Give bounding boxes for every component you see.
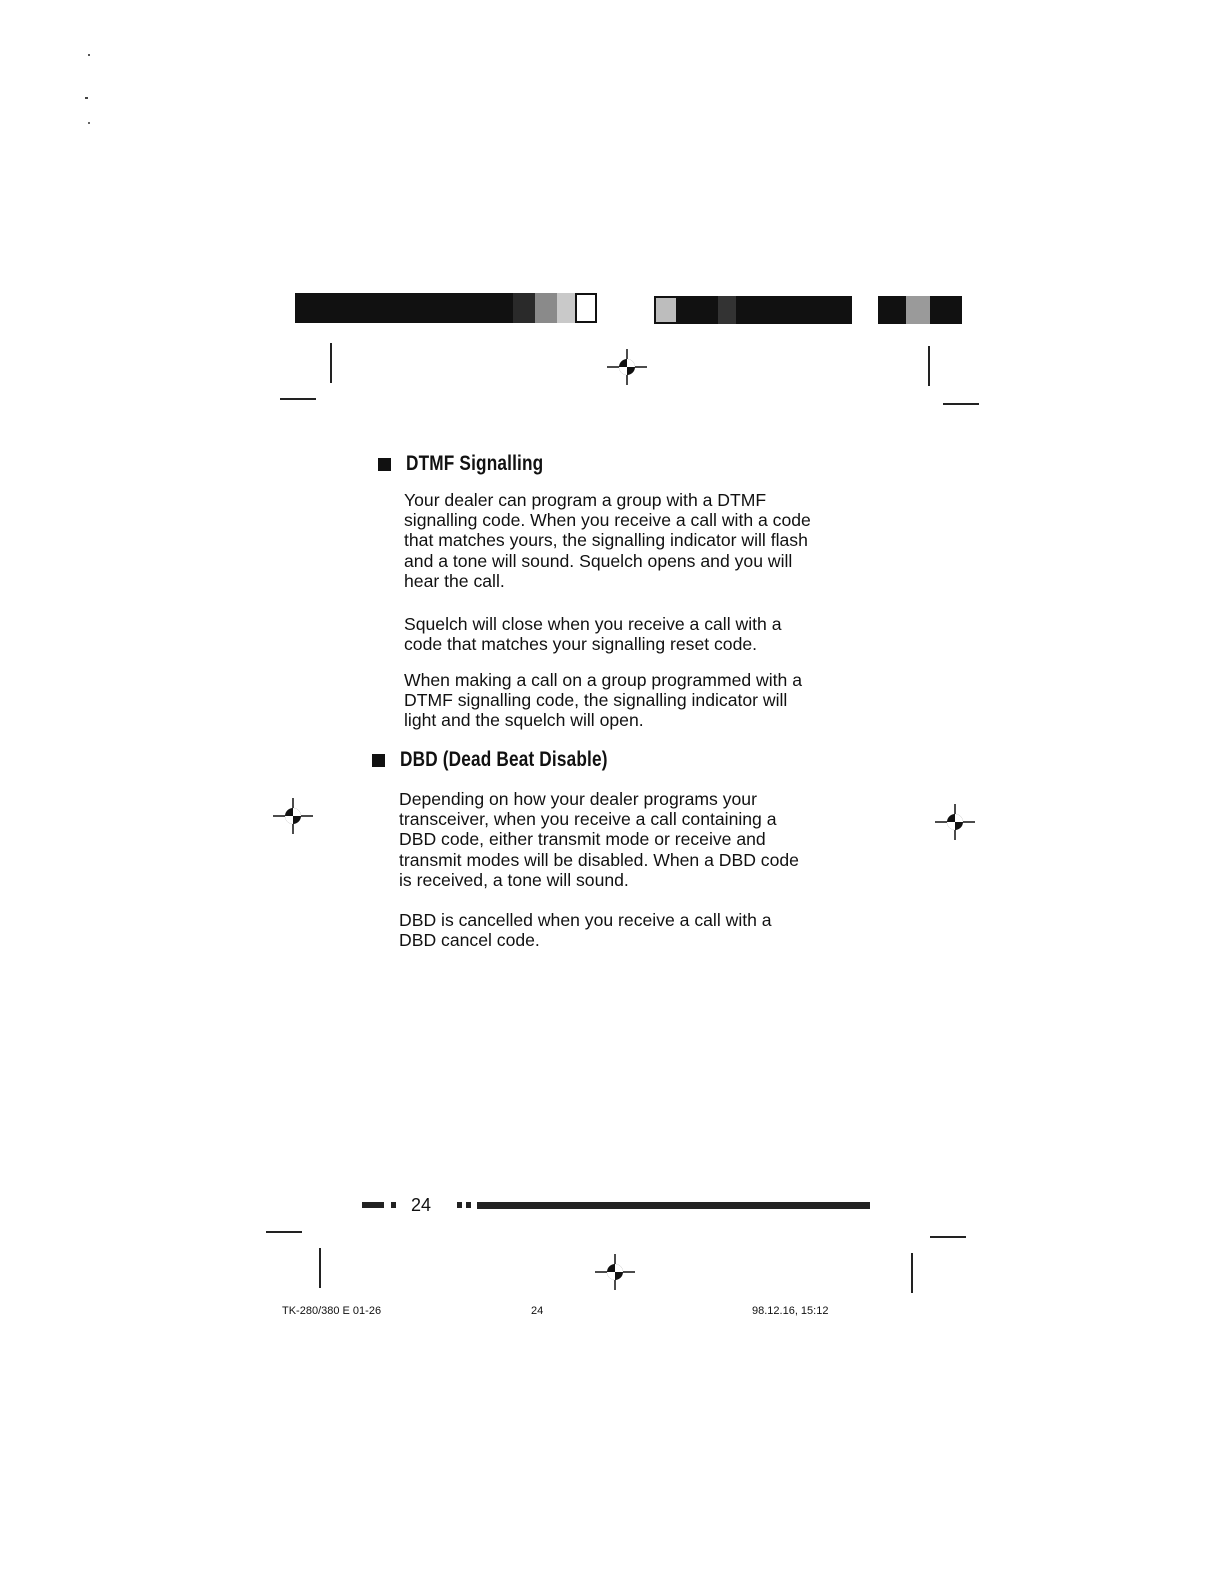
section-title: DTMF Signalling (406, 452, 544, 475)
section-heading (372, 745, 892, 775)
crop-mark (280, 398, 316, 400)
crop-mark (930, 1236, 966, 1238)
crop-mark (319, 1248, 321, 1288)
crop-mark (266, 1231, 302, 1233)
section-heading (378, 449, 898, 479)
crop-mark (330, 343, 332, 383)
bullet-square-icon (372, 754, 385, 767)
registration-mark-icon (607, 347, 647, 387)
speck (85, 97, 88, 99)
paragraph: When making a call on a group programmed with a DTMF signalling code, the signalling indicator will light and the squelch will open. (404, 670, 803, 731)
bullet-square-icon (378, 458, 391, 471)
paragraph: Your dealer can program a group with a DTMF signalling code. When you receive a call with a code that matches yours, the signalling indicator will flash and a tone will sound. Squelch opens and you will hear the call. (404, 490, 811, 591)
crop-mark (943, 403, 979, 405)
page-number: 24 (411, 1195, 432, 1215)
paragraph: Depending on how your dealer programs your transceiver, when you receive a call containing a DBD code, either transmit mode or receive and transmit modes will be disabled. When a DBD code is received, a tone will sound. (399, 789, 799, 890)
registration-mark-icon (935, 802, 975, 842)
registration-mark-icon (595, 1252, 635, 1292)
paragraph: Squelch will close when you receive a call with a code that matches your signalling reset code. (404, 614, 782, 655)
footer-timestamp: 98.12.16, 15:12 (752, 1305, 829, 1317)
page-number-bar (362, 1192, 870, 1218)
speck (88, 122, 90, 124)
paragraph: DBD is cancelled when you receive a call with a DBD cancel code. (399, 910, 772, 951)
section-dtmf-signalling (378, 449, 898, 479)
registration-mark-icon (273, 796, 313, 836)
top-color-bar-right (654, 296, 962, 324)
section-dbd (372, 745, 892, 775)
top-color-bar-left (295, 293, 597, 323)
crop-mark (928, 346, 930, 386)
footer-job-code: TK-280/380 E 01-26 (282, 1305, 382, 1317)
section-title: DBD (Dead Beat Disable) (400, 748, 608, 771)
crop-mark (911, 1253, 913, 1293)
speck (88, 54, 90, 56)
footer-page: 24 (531, 1305, 544, 1317)
